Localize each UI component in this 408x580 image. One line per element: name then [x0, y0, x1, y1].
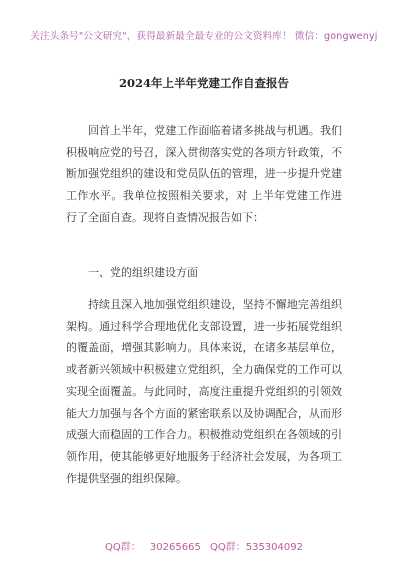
section-body-organization: 持续且深入地加强党组织建设，坚持不懈地完善组织架构。通过科学合理地优化支部设置，进一步拓展党组织的覆盖面，增强其影响力。具体来说，在诸多基层单位，或者新兴领域中积极建立党组织，全力确保党的工作可以实现全面覆盖。与此同时，高度注重提升党组织的引领效能大力加强与各个方面的紧密联系以及协调配合，从而形成强大而稳固的工作合力。积极推动党组织在各领域的引领作用，使其能够更好地服务于经济社会发展，为各项工作提供坚强的组织保障。: [66, 298, 342, 485]
intro-paragraph: 回首上半年，党建工作面临着诸多挑战与机遇。我们积极响应党的号召，深入贯彻落实党的各项方针政策，不断加强党组织的建设和党员队伍的管理，进一步提升党建工作水平。我单位按照相关要求，对 上半年党建工作进行了全面自查。现将自查情况报告如下：: [66, 124, 342, 224]
section-heading-organization: 一、党的组织建设方面: [88, 266, 198, 279]
footer-qq-groups: QQ群： 30265665 QQ群：535304092: [104, 542, 303, 553]
header-promo-note: 关注头条号"公文研究"，获得最新最全最专业的公文资料库！ 微信：gongwenyj: [30, 31, 378, 42]
page-title: 2024年上半年党建工作自查报告: [118, 76, 289, 90]
